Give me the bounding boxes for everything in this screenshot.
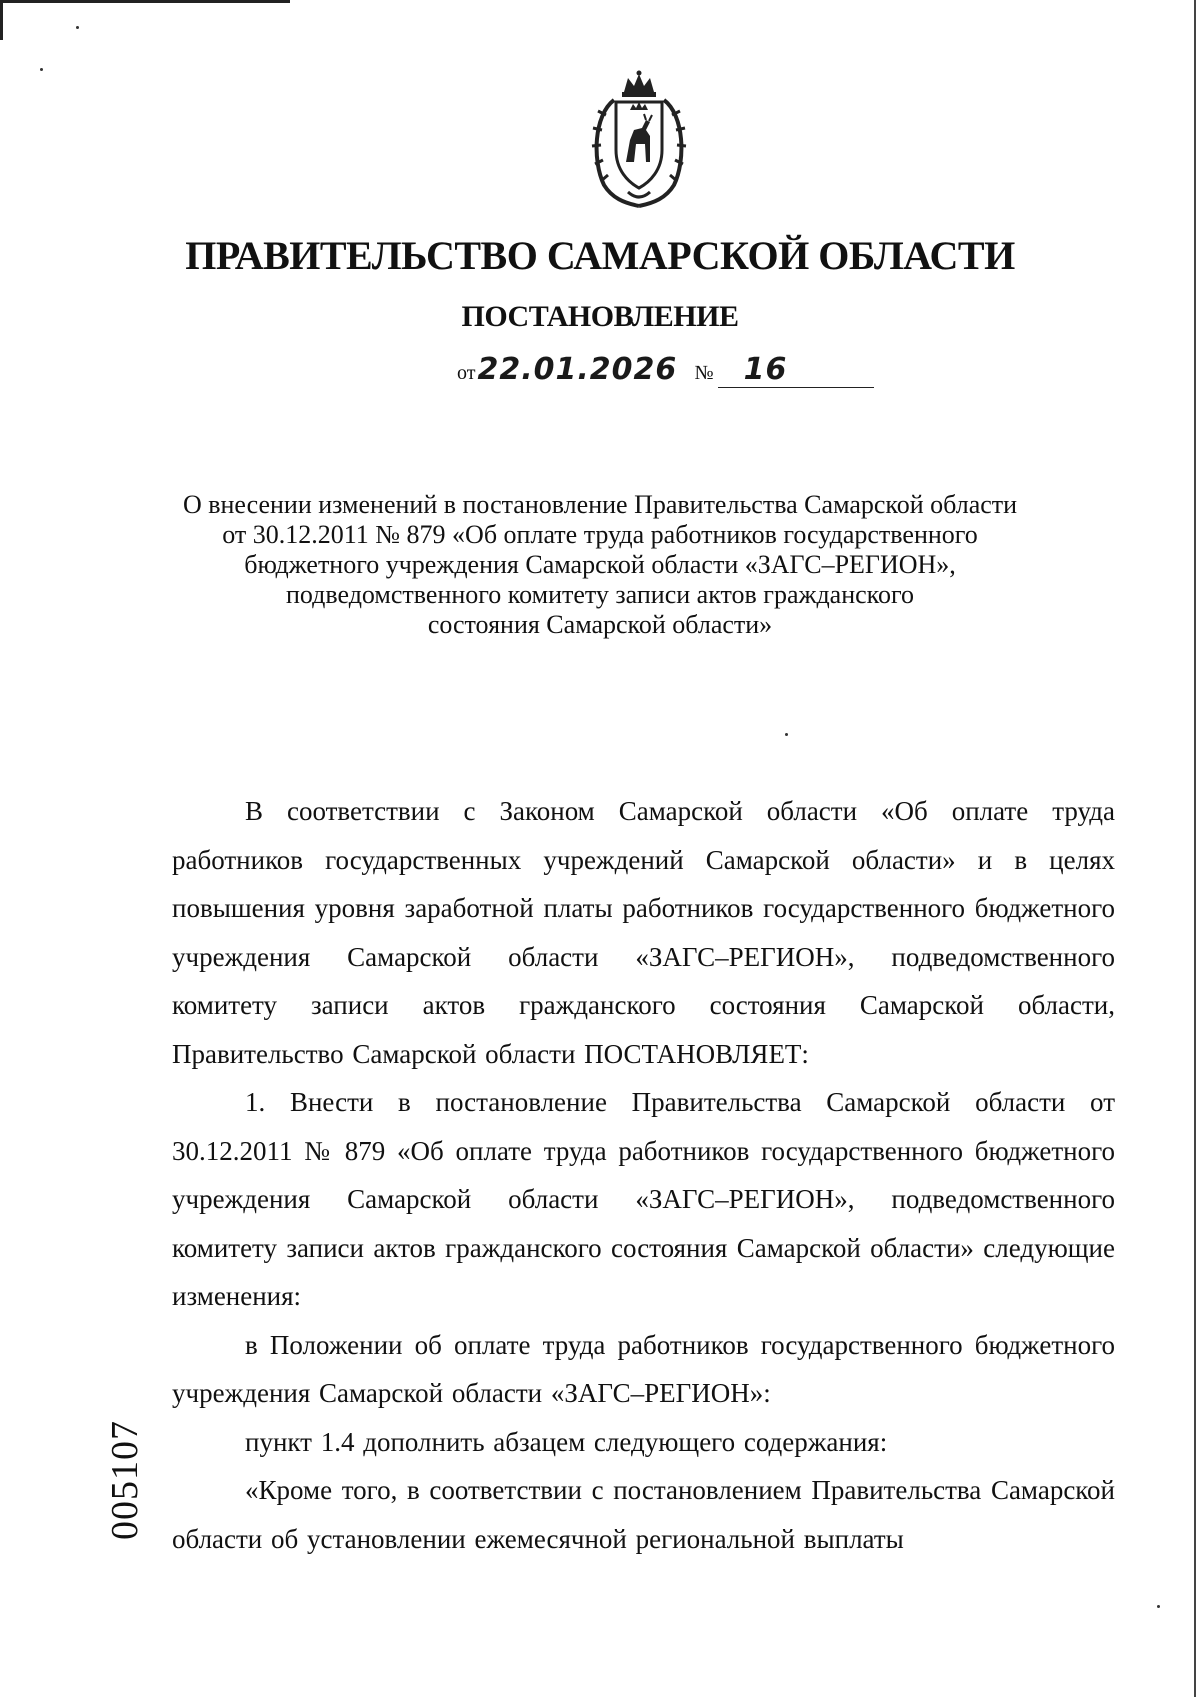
subject-line: О внесении изменений в постановление Правительства Самарской области xyxy=(182,490,1018,519)
number-label: № xyxy=(694,362,714,384)
samara-oblast-coat-of-arms-icon xyxy=(584,70,694,210)
body-paragraph: В соответствии с Законом Самарской области «Об оплате труда работников государственных учреждений Самарской области» и в целях повышения уровня заработной платы работников государственного бюджетного учреждения Самарской области «ЗАГС–РЕГИОН», подведомственного комитету записи актов гражданского состояния Самарской области, Правительство Самарской области ПОСТАНОВЛЯЕТ: xyxy=(172,796,1115,1069)
document-date-number-line xyxy=(457,352,874,388)
subject-line: от 30.12.2011 № 879 «Об оплате труда работников государственного xyxy=(222,520,978,549)
body-paragraph: 1. Внести в постановление Правительства Самарской области от 30.12.2011 № 879 «Об оплате труда работников государственного бюджетного учреждения Самарской области «ЗАГС–РЕГИОН», подведомственного комитету записи актов гражданского состояния Самарской области» следующие изменения: xyxy=(172,1087,1115,1311)
body-paragraph: в Положении об оплате труда работников государственного бюджетного учреждения Самарской области «ЗАГС–РЕГИОН»: xyxy=(172,1329,1115,1408)
document-body xyxy=(172,787,1115,1563)
subject-line: состояния Самарской области» xyxy=(427,610,773,639)
document-subject xyxy=(150,490,1050,640)
scan-speck xyxy=(40,68,43,71)
handwritten-number: 16 xyxy=(718,352,874,388)
scan-edge-left xyxy=(0,0,3,40)
scan-edge-top xyxy=(0,0,290,3)
date-label: от xyxy=(457,362,476,384)
scan-speck xyxy=(76,26,79,29)
scan-speck xyxy=(785,733,788,736)
handwritten-date: 22.01.2026 xyxy=(477,352,678,387)
document-type: ПОСТАНОВЛЕНИЕ xyxy=(461,300,739,333)
body-paragraph: «Кроме того, в соответствии с постановлением Правительства Самарской области об установлении ежемесячной региональной выплаты xyxy=(172,1475,1115,1554)
subject-line: бюджетного учреждения Самарской области «ЗАГС–РЕГИОН», xyxy=(244,550,956,579)
organization-title: ПРАВИТЕЛЬСТВО САМАРСКОЙ ОБЛАСТИ xyxy=(185,233,1015,278)
subject-line: подведомственного комитету записи актов гражданского xyxy=(285,580,914,609)
margin-stamp-number: 005107 xyxy=(104,1420,146,1540)
scan-speck xyxy=(1157,1605,1160,1608)
body-paragraph: пункт 1.4 дополнить абзацем следующего содержания: xyxy=(245,1426,888,1457)
